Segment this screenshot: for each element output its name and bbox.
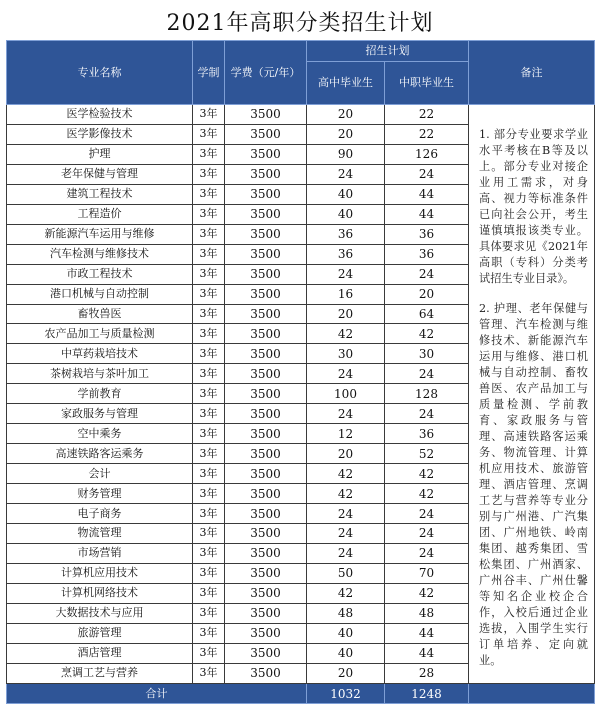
duration-cell: 3年 — [193, 324, 225, 344]
vocational-count-cell: 128 — [385, 384, 469, 404]
high-school-count-cell: 24 — [307, 404, 385, 424]
duration-cell: 3年 — [193, 284, 225, 304]
duration-cell: 3年 — [193, 164, 225, 184]
vocational-count-cell: 36 — [385, 224, 469, 244]
duration-cell: 3年 — [193, 464, 225, 484]
vocational-count-cell: 42 — [385, 464, 469, 484]
high-school-count-cell: 30 — [307, 344, 385, 364]
fee-cell: 3500 — [225, 184, 307, 204]
major-cell: 护理 — [7, 144, 193, 164]
duration-cell: 3年 — [193, 424, 225, 444]
fee-cell: 3500 — [225, 444, 307, 464]
duration-cell: 3年 — [193, 643, 225, 663]
major-cell: 建筑工程技术 — [7, 184, 193, 204]
fee-cell: 3500 — [225, 284, 307, 304]
table-body — [7, 105, 595, 704]
table-row — [7, 105, 595, 125]
fee-cell: 3500 — [225, 603, 307, 623]
fee-cell: 3500 — [225, 623, 307, 643]
fee-cell: 3500 — [225, 524, 307, 544]
high-school-count-cell: 40 — [307, 204, 385, 224]
duration-cell: 3年 — [193, 124, 225, 144]
high-school-count-cell: 42 — [307, 324, 385, 344]
high-school-count-cell: 36 — [307, 224, 385, 244]
enrollment-plan-table — [6, 40, 595, 704]
major-cell: 医学检验技术 — [7, 105, 193, 125]
header-duration: 学制 — [193, 41, 225, 105]
major-cell: 中草药栽培技术 — [7, 344, 193, 364]
fee-cell: 3500 — [225, 144, 307, 164]
remark-note: 1. 部分专业要求学业水平考核在B等及以上。部分专业对接企业用工需求，对身高、视力等标准条件已向社会公开，考生谨慎填报该类专业。具体要求见《2021年高职（专科）分类考试招生专业目录》。 — [479, 128, 588, 285]
fee-cell: 3500 — [225, 504, 307, 524]
fee-cell: 3500 — [225, 464, 307, 484]
major-cell: 医学影像技术 — [7, 124, 193, 144]
duration-cell: 3年 — [193, 204, 225, 224]
major-cell: 学前教育 — [7, 384, 193, 404]
high-school-count-cell: 50 — [307, 563, 385, 583]
remarks-cell — [469, 105, 595, 684]
fee-cell: 3500 — [225, 344, 307, 364]
high-school-count-cell: 24 — [307, 504, 385, 524]
major-cell: 计算机网络技术 — [7, 583, 193, 603]
vocational-count-cell: 24 — [385, 404, 469, 424]
fee-cell: 3500 — [225, 224, 307, 244]
major-cell: 农产品加工与质量检测 — [7, 324, 193, 344]
high-school-count-cell: 90 — [307, 144, 385, 164]
duration-cell: 3年 — [193, 623, 225, 643]
high-school-count-cell: 20 — [307, 124, 385, 144]
vocational-count-cell: 44 — [385, 623, 469, 643]
vocational-count-cell: 28 — [385, 663, 469, 683]
major-cell: 港口机械与自动控制 — [7, 284, 193, 304]
high-school-count-cell: 24 — [307, 164, 385, 184]
high-school-count-cell: 48 — [307, 603, 385, 623]
fee-cell: 3500 — [225, 304, 307, 324]
high-school-count-cell: 20 — [307, 105, 385, 125]
duration-cell: 3年 — [193, 144, 225, 164]
fee-cell: 3500 — [225, 663, 307, 683]
major-cell: 市政工程技术 — [7, 264, 193, 284]
header-major: 专业名称 — [7, 41, 193, 105]
duration-cell: 3年 — [193, 583, 225, 603]
header-fee: 学费（元/年） — [225, 41, 307, 105]
header-remarks: 备注 — [469, 41, 595, 105]
fee-cell: 3500 — [225, 105, 307, 125]
fee-cell: 3500 — [225, 124, 307, 144]
vocational-count-cell: 44 — [385, 184, 469, 204]
high-school-count-cell: 24 — [307, 524, 385, 544]
high-school-count-cell: 24 — [307, 543, 385, 563]
high-school-count-cell: 36 — [307, 244, 385, 264]
duration-cell: 3年 — [193, 264, 225, 284]
vocational-count-cell: 64 — [385, 304, 469, 324]
fee-cell: 3500 — [225, 583, 307, 603]
fee-cell: 3500 — [225, 643, 307, 663]
vocational-count-cell: 42 — [385, 324, 469, 344]
header-high-school: 高中毕业生 — [307, 62, 385, 105]
vocational-count-cell: 52 — [385, 444, 469, 464]
major-cell: 新能源汽车运用与维修 — [7, 224, 193, 244]
duration-cell: 3年 — [193, 384, 225, 404]
major-cell: 旅游管理 — [7, 623, 193, 643]
major-cell: 酒店管理 — [7, 643, 193, 663]
duration-cell: 3年 — [193, 105, 225, 125]
high-school-count-cell: 24 — [307, 364, 385, 384]
fee-cell: 3500 — [225, 164, 307, 184]
fee-cell: 3500 — [225, 364, 307, 384]
header-vocational: 中职毕业生 — [385, 62, 469, 105]
duration-cell: 3年 — [193, 603, 225, 623]
vocational-count-cell: 24 — [385, 504, 469, 524]
enrollment-plan-table-wrapper — [6, 40, 594, 701]
fee-cell: 3500 — [225, 324, 307, 344]
high-school-count-cell: 40 — [307, 643, 385, 663]
vocational-count-cell: 24 — [385, 164, 469, 184]
duration-cell: 3年 — [193, 404, 225, 424]
major-cell: 计算机应用技术 — [7, 563, 193, 583]
vocational-count-cell: 36 — [385, 244, 469, 264]
duration-cell: 3年 — [193, 344, 225, 364]
vocational-count-cell: 24 — [385, 264, 469, 284]
total-high-school: 1032 — [307, 684, 385, 704]
major-cell: 畜牧兽医 — [7, 304, 193, 324]
total-label: 合计 — [7, 684, 307, 704]
fee-cell: 3500 — [225, 264, 307, 284]
high-school-count-cell: 100 — [307, 384, 385, 404]
high-school-count-cell: 24 — [307, 264, 385, 284]
major-cell: 市场营销 — [7, 543, 193, 563]
vocational-count-cell: 22 — [385, 105, 469, 125]
fee-cell: 3500 — [225, 404, 307, 424]
duration-cell: 3年 — [193, 524, 225, 544]
high-school-count-cell: 40 — [307, 184, 385, 204]
duration-cell: 3年 — [193, 184, 225, 204]
vocational-count-cell: 42 — [385, 484, 469, 504]
high-school-count-cell: 42 — [307, 583, 385, 603]
major-cell: 大数据技术与应用 — [7, 603, 193, 623]
duration-cell: 3年 — [193, 663, 225, 683]
vocational-count-cell: 42 — [385, 583, 469, 603]
vocational-count-cell: 22 — [385, 124, 469, 144]
vocational-count-cell: 30 — [385, 344, 469, 364]
vocational-count-cell: 24 — [385, 543, 469, 563]
fee-cell: 3500 — [225, 484, 307, 504]
high-school-count-cell: 20 — [307, 444, 385, 464]
duration-cell: 3年 — [193, 224, 225, 244]
duration-cell: 3年 — [193, 444, 225, 464]
major-cell: 烹调工艺与营养 — [7, 663, 193, 683]
total-vocational: 1248 — [385, 684, 469, 704]
fee-cell: 3500 — [225, 244, 307, 264]
major-cell: 老年保健与管理 — [7, 164, 193, 184]
high-school-count-cell: 42 — [307, 464, 385, 484]
duration-cell: 3年 — [193, 563, 225, 583]
duration-cell: 3年 — [193, 543, 225, 563]
high-school-count-cell: 40 — [307, 623, 385, 643]
major-cell: 茶树栽培与茶叶加工 — [7, 364, 193, 384]
fee-cell: 3500 — [225, 563, 307, 583]
header-plan: 招生计划 — [307, 41, 469, 62]
fee-cell: 3500 — [225, 424, 307, 444]
high-school-count-cell: 20 — [307, 304, 385, 324]
vocational-count-cell: 48 — [385, 603, 469, 623]
major-cell: 家政服务与管理 — [7, 404, 193, 424]
duration-cell: 3年 — [193, 364, 225, 384]
vocational-count-cell: 36 — [385, 424, 469, 444]
major-cell: 汽车检测与维修技术 — [7, 244, 193, 264]
duration-cell: 3年 — [193, 244, 225, 264]
remark-note: 2. 护理、老年保健与管理、汽车检测与维修技术、新能源汽车运用与维修、港口机械与自动控制、畜牧兽医、农产品加工与质量检测、学前教育、家政服务与管理、高速铁路客运乘务、物流管理、计算机应用技术、旅游管理、酒店管理、烹调工艺与营养等专业分别与广州港、广汽集团、广州地铁、岭南集团、越秀集团、雪松集团、广州酒家、广州谷丰、广州仕馨等知名企业校企合作，入校后通过企业选拔，入围学生实行订单培养、定向就业。 — [479, 302, 588, 667]
vocational-count-cell: 20 — [385, 284, 469, 304]
fee-cell: 3500 — [225, 543, 307, 563]
fee-cell: 3500 — [225, 204, 307, 224]
major-cell: 会计 — [7, 464, 193, 484]
high-school-count-cell: 42 — [307, 484, 385, 504]
fee-cell: 3500 — [225, 384, 307, 404]
high-school-count-cell: 12 — [307, 424, 385, 444]
duration-cell: 3年 — [193, 504, 225, 524]
high-school-count-cell: 20 — [307, 663, 385, 683]
major-cell: 高速铁路客运乘务 — [7, 444, 193, 464]
vocational-count-cell: 70 — [385, 563, 469, 583]
vocational-count-cell: 44 — [385, 204, 469, 224]
vocational-count-cell: 126 — [385, 144, 469, 164]
major-cell: 空中乘务 — [7, 424, 193, 444]
duration-cell: 3年 — [193, 304, 225, 324]
vocational-count-cell: 24 — [385, 364, 469, 384]
vocational-count-cell: 24 — [385, 524, 469, 544]
page-title: 2021年高职分类招生计划 — [166, 11, 434, 36]
vocational-count-cell: 44 — [385, 643, 469, 663]
major-cell: 工程造价 — [7, 204, 193, 224]
major-cell: 物流管理 — [7, 524, 193, 544]
major-cell: 电子商务 — [7, 504, 193, 524]
duration-cell: 3年 — [193, 484, 225, 504]
high-school-count-cell: 16 — [307, 284, 385, 304]
major-cell: 财务管理 — [7, 484, 193, 504]
